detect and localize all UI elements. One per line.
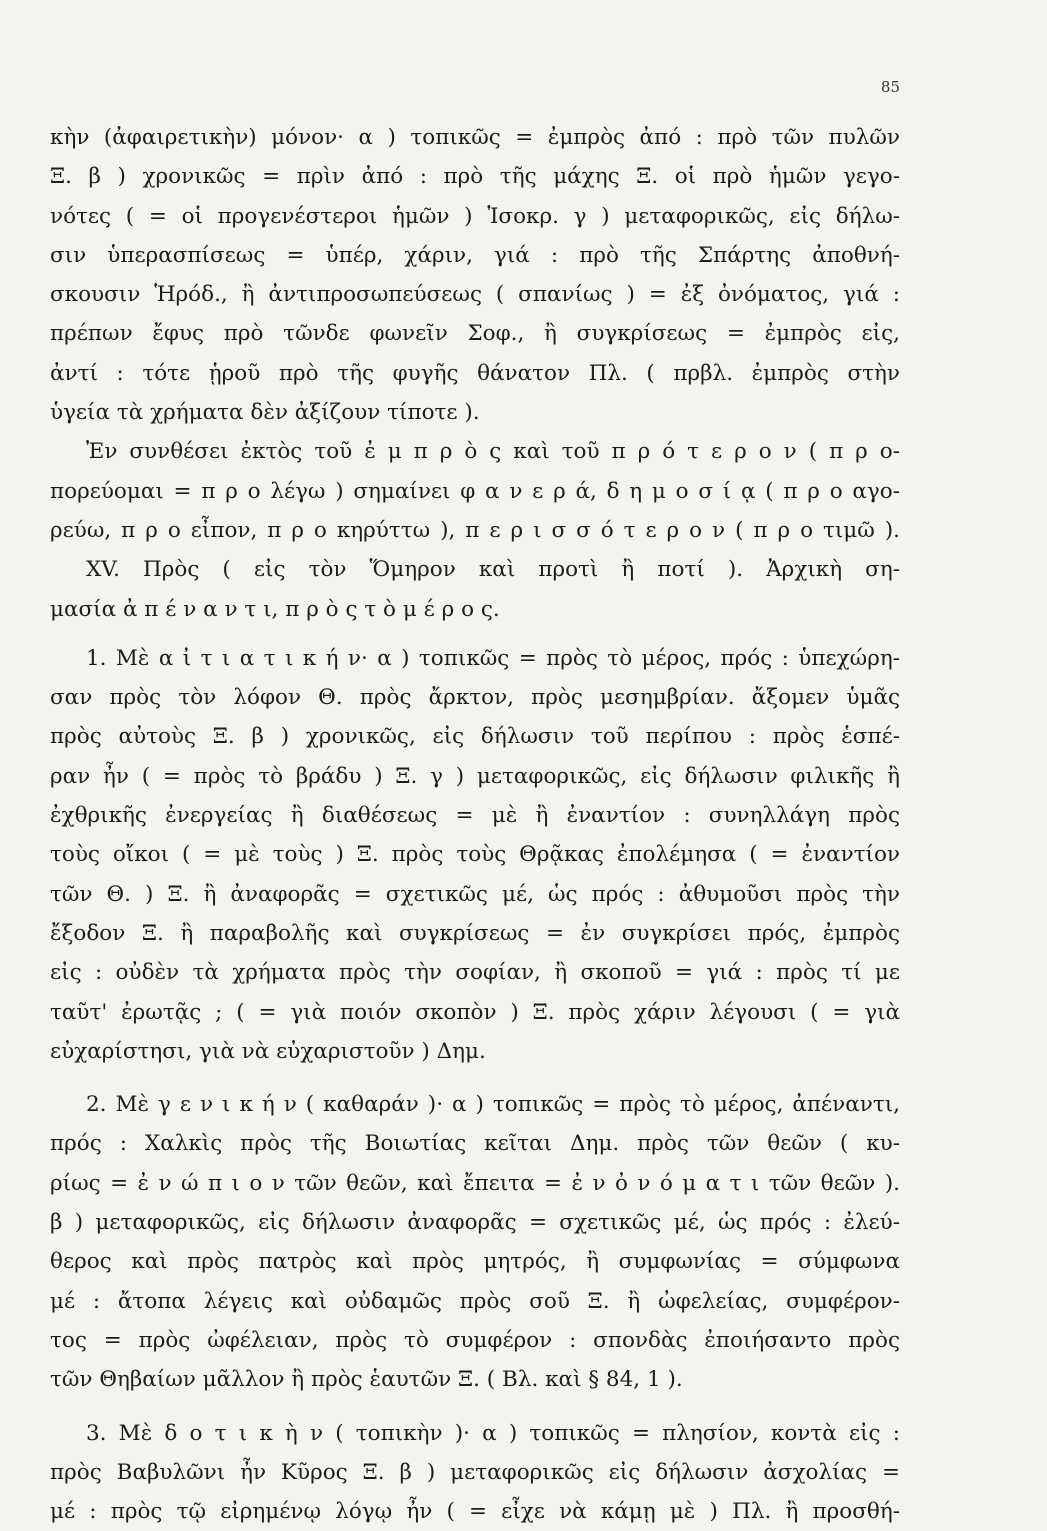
page-number: 85 [880,78,900,96]
text-line: ἔξοδον Ξ. ἢ παραβολῆς καὶ συγκρίσεως = ἐν συγκρίσει πρός, ἐμπρὸς [50,920,900,946]
text-line: κὴν (ἀφαιρετικὴν) μόνον· α ) τοπικῶς = ἐμπρὸς ἀπό : πρὸ τῶν πυλῶν [50,125,900,150]
paragraph-gap [50,629,900,639]
text-line: μέ : πρὸς τῷ εἰρημένῳ λόγῳ ἦν ( = εἶχε νὰ κάμῃ μὲ ) Πλ. ἢ προσθή- [50,1499,900,1525]
text-line: ὑγεία τὰ χρήματα δὲν ἀξίζουν τίποτε ). [50,400,480,426]
text-line: πρὸς Βαβυλῶνι ἦν Κῦρος Ξ. β ) μεταφορικῶς εἰς δήλωσιν ἀσχολίας = [50,1459,900,1485]
text-line: τῶν Θηβαίων μᾶλλον ἢ πρὸς ἑαυτῶν Ξ. ( Βλ. καὶ § 84, 1 ). [50,1367,683,1393]
text-line: ἀντί : τότε ᾑροῦ πρὸ τῆς φυγῆς θάνατον Πλ. ( πρβλ. ἐμπρὸς στὴν [50,360,900,386]
text-line: μέ : ἄτοπα λέγεις καὶ οὐδαμῶς πρὸς σοῦ Ξ. ἢ ὠφελείας, συμφέρον- [50,1288,900,1314]
text-line: 2. Μὲ γ ε ν ι κ ή ν ( καθαράν )· α ) τοπικῶς = πρὸς τὸ μέρος, ἀπέναντι, [86,1092,900,1118]
text-line: τῶν Θ. ) Ξ. ἢ ἀναφορᾶς = σχετικῶς μέ, ὡς πρός : ἀθυμοῦσι πρὸς τὴν [50,881,900,907]
text-line: 3. Μὲ δ ο τ ι κ ὴ ν ( τοπικὴν )· α ) τοπικῶς = πλησίον, κοντὰ εἰς : [86,1420,900,1446]
text-line: μασία ἀ π έ ν α ν τ ι, π ρ ὸ ς τ ὸ μ έ ρ ο ς. [50,596,500,622]
text-line: ταῦτ' ἐρωτᾷς ; ( = γιὰ ποιόν σκοπὸν ) Ξ. πρὸς χάριν λέγουσι ( = γιὰ [50,999,900,1025]
text-line: νότες ( = οἱ προγενέστεροι ἡμῶν ) Ἰσοκρ. γ ) μεταφορικῶς, εἰς δήλω- [50,203,900,229]
text-line: Ξ. β ) χρονικῶς = πρὶν ἀπό : πρὸ τῆς μάχης Ξ. οἱ πρὸ ἡμῶν γεγο- [50,164,900,190]
text-line: τος = πρὸς ὠφέλειαν, πρὸς τὸ συμφέρον : σπονδὰς ἐποιήσαντο πρὸς [50,1327,900,1353]
text-line: ραν ἦν ( = πρὸς τὸ βράδυ ) Ξ. γ ) μεταφορικῶς, εἰς δήλωσιν φιλικῆς ἢ [50,763,900,789]
text-line: τοὺς οἴκοι ( = μὲ τοὺς ) Ξ. πρὸς τοὺς Θρᾷκας ἐπολέμησα ( = ἐναντίον [50,842,900,868]
paragraph-gap [50,1071,900,1085]
text-line: Ἐν συνθέσει ἐκτὸς τοῦ ἐ μ π ρ ὸ ς καὶ τοῦ π ρ ό τ ε ρ ο ν ( π ρ ο- [86,439,900,465]
text-line: 1. Μὲ α ἰ τ ι α τ ι κ ή ν· α ) τοπικῶς = πρὸς τὸ μέρος, πρός : ὑπεχώρη- [86,645,900,671]
text-line: ΧV. Πρὸς ( εἰς τὸν Ὅμηρον καὶ προτὶ ἢ ποτί ). Ἀρχικὴ ση- [86,557,900,583]
text-line: εἰς : οὐδὲν τὰ χρήματα πρὸς τὴν σοφίαν, ἢ σκοποῦ = γιά : πρὸς τί με [50,960,900,986]
text-line: ἐχθρικῆς ἐνεργείας ἢ διαθέσεως = μὲ ἢ ἐναντίον : συνηλλάγη πρὸς [50,803,900,829]
text-line: πρός : Χαλκὶς πρὸς τῆς Βοιωτίας κεῖται Δημ. πρὸς τῶν θεῶν ( κυ- [50,1131,900,1157]
paragraph-gap [50,1400,900,1414]
text-line: σαν πρὸς τὸν λόφον Θ. πρὸς ἄρκτον, πρὸς μεσημβρίαν. ἄξομεν ὑμᾶς [50,685,900,711]
text-line: πρέπων ἔφυς πρὸ τῶνδε φωνεῖν Σοφ., ἢ συγκρίσεως = ἐμπρὸς εἰς, [50,321,900,347]
body-text [50,118,900,1531]
text-line: πρὸς αὐτοὺς Ξ. β ) χρονικῶς, εἰς δήλωσιν τοῦ περίπου : πρὸς ἑσπέ- [50,724,900,750]
text-line: ρίως = ἐ ν ώ π ι ο ν τῶν θεῶν, καὶ ἔπειτα = ἐ ν ὀ ν ό μ α τ ι τῶν θεῶν ). [50,1170,900,1196]
text-line: ρεύω, π ρ ο εἶπον, π ρ ο κηρύττω ), π ε ρ ι σ σ ό τ ε ρ ο ν ( π ρ ο τιμῶ ). [50,517,900,543]
text-line: σιν ὑπερασπίσεως = ὑπέρ, χάριν, γιά : πρὸ τῆς Σπάρτης ἀποθνή- [50,242,900,268]
text-line: εὐχαρίστησι, γιὰ νὰ εὐχαριστοῦν ) Δημ. [50,1038,486,1064]
text-line: β ) μεταφορικῶς, εἰς δήλωσιν ἀναφορᾶς = σχετικῶς μέ, ὡς πρός : ἐλεύ- [50,1210,900,1236]
text-line: θερος καὶ πρὸς πατρὸς καὶ πρὸς μητρός, ἢ συμφωνίας = σύμφωνα [50,1249,900,1275]
text-line: σκουσιν Ἡρόδ., ἢ ἀντιπροσωπεύσεως ( σπανίως ) = ἐξ ὀνόματος, γιά : [50,282,900,308]
text-line: πορεύομαι = π ρ ο λέγω ) σημαίνει φ α ν ε ρ ά, δ η μ ο σ ί ᾳ ( π ρ ο αγο- [50,478,900,504]
